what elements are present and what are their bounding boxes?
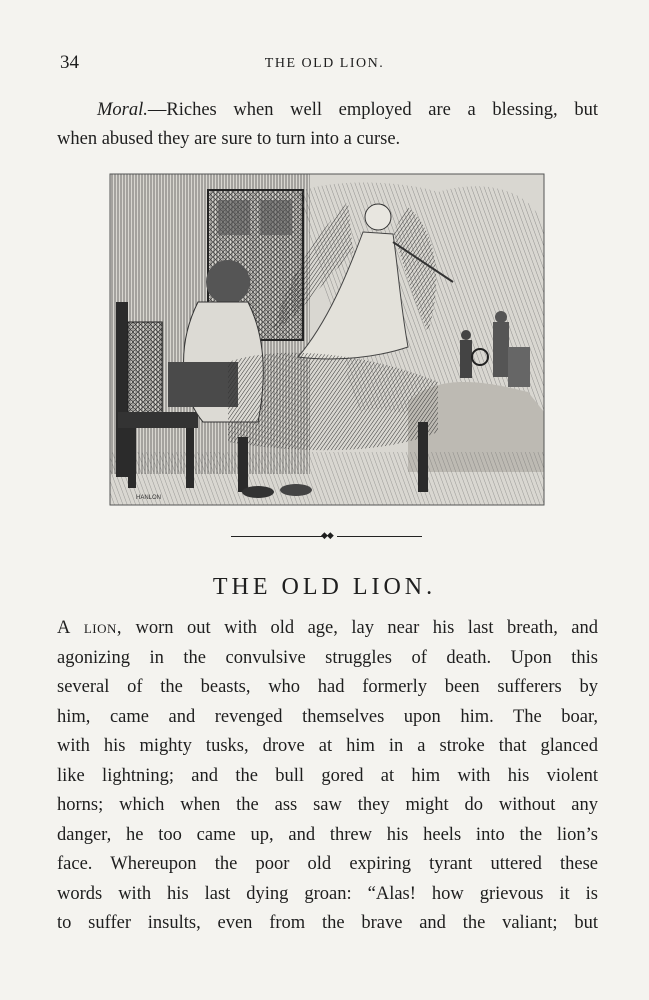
fable-line: danger, he too came up, and threw his heels into the lion’s: [57, 824, 598, 845]
page-number: 34: [60, 52, 79, 73]
ornament-rule-right: [337, 536, 422, 537]
dropcap-word: A lion,: [57, 618, 122, 638]
fable-line-1: A lion, worn out with old age, lay near his last breath, and: [57, 618, 599, 638]
moral-line-2: when abused they are sure to turn into a curse.: [57, 129, 401, 149]
engraver-signature: HANLON: [136, 495, 162, 501]
fable-line: like lightning; and the bull gored at him with his violent: [57, 765, 598, 786]
fable-line: to suffer insults, even from the brave and the valiant; but: [57, 913, 598, 933]
fable-line: face. Whereupon the poor old expiring tyrant uttered these: [57, 854, 598, 874]
ornament-rule-left: [231, 536, 323, 537]
fable-line: several of the beasts, who had formerly been sufferers by: [57, 677, 598, 697]
running-title: THE OLD LION.: [264, 56, 385, 71]
ornament-diamonds: ◆◆: [321, 530, 333, 540]
fable-line: agonizing in the convulsive struggles of death. Upon this: [57, 647, 598, 668]
fable-line: horns; which when the ass saw they might do without any: [57, 795, 598, 815]
fable-line: words with his last dying groan: “Alas! how grievous it is: [57, 883, 598, 904]
fable-body: [57, 614, 598, 939]
moral-line-1: Moral.—Riches when well employed are a blessing, but: [97, 100, 598, 120]
engraving-illustration: [108, 172, 546, 507]
moral-paragraph: [57, 96, 598, 154]
fable-line: him, came and revenged themselves upon him. The boar,: [57, 706, 598, 727]
fable-line: with his mighty tusks, drove at him in a stroke that glanced: [57, 736, 598, 756]
moral-label: Moral.: [97, 100, 148, 120]
fable-title: THE OLD LION.: [212, 574, 437, 600]
